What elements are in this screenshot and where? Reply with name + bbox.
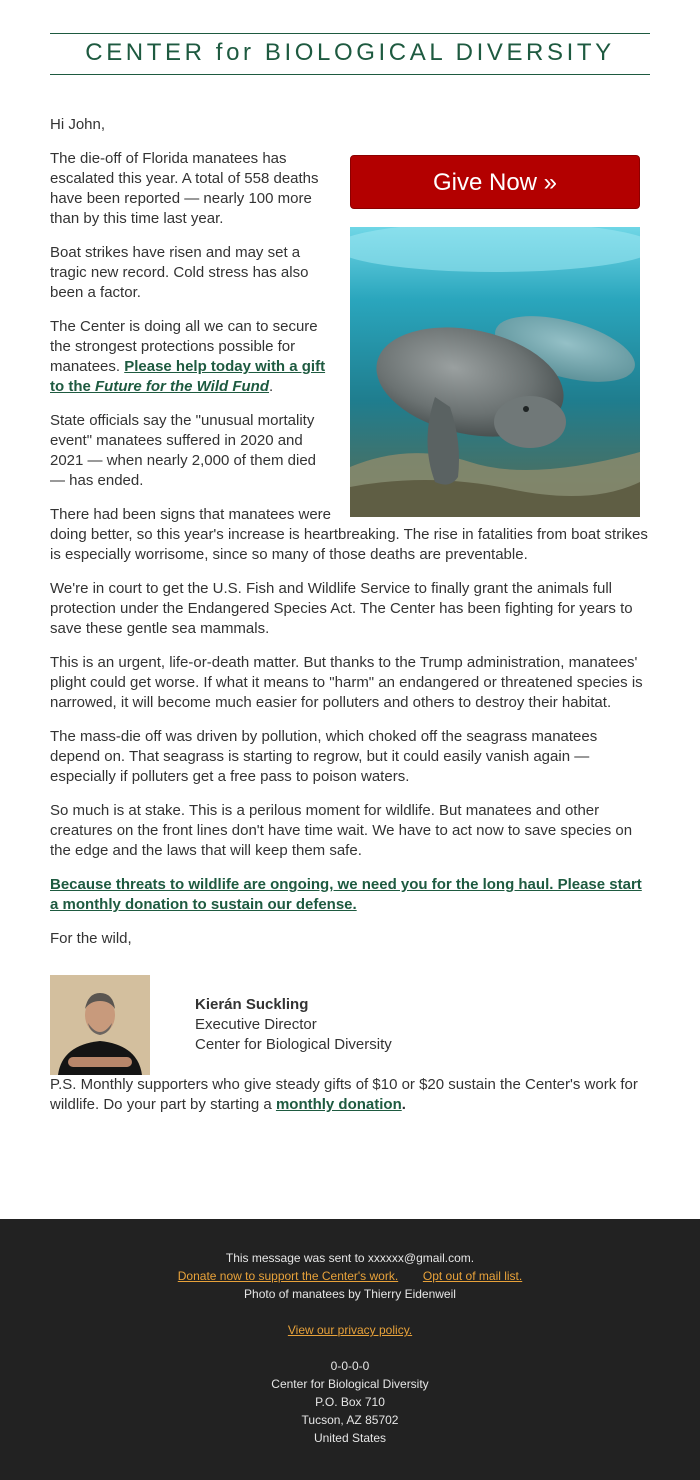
portrait-photo [50, 975, 150, 1075]
signer-org: Center for Biological Diversity [195, 1036, 392, 1053]
sidebar-media [350, 155, 640, 517]
paragraph-3-text: The Center is doing all we can to secure the strongest protections possible for manatees. [50, 318, 318, 375]
paragraph-8: The mass-die off was driven by pollution, which choked off the seagrass manatees depend on. That seagrass is starting to regrow, but it could easily vanish again — especially if polluters get a free pass to poison waters. [50, 728, 598, 785]
address-country: United States [313, 1431, 387, 1445]
postscript-end: . [401, 1096, 406, 1113]
address-org: Center for Biological Diversity [271, 1377, 429, 1391]
monthly-donation-cta-link[interactable]: Because threats to wildlife are ongoing, we need you for the long haul. Please start a monthly donation to sustain our defense. [50, 876, 642, 913]
footer-code: 0-0-0-0 [330, 1359, 370, 1373]
manatee-photo [350, 227, 640, 517]
photo-credit: Photo of manatees by Thierry Eidenweil [244, 1287, 456, 1301]
paragraph-6: We're in court to get the U.S. Fish and Wildlife Service to finally grant the animals full protection under the Endangered Species Act. The Center has been fighting for years to save these gentle sea mammals. [50, 580, 633, 637]
masthead [50, 33, 650, 75]
opt-out-link[interactable]: Opt out of mail list. [422, 1269, 523, 1283]
paragraph-1: The die-off of Florida manatees has escalated this year. A total of 558 deaths have been reported — nearly 100 more than by this time last year. [50, 150, 319, 227]
signature-block [50, 975, 650, 1075]
fund-link-text: Please help today with a gift to the [50, 358, 326, 395]
signer-role: Executive Director [195, 1016, 317, 1033]
paragraph-5: There had been signs that manatees were doing better, so this year's increase is heartbreaking. The rise in fatalities from boat strikes is especially worrisome, since so many of those deaths are preventable. [50, 506, 648, 563]
postscript-text: P.S. Monthly supporters who give steady gifts of $10 or $20 sustain the Center's work for wildlife. Do your part by starting a [50, 1076, 638, 1113]
greeting: Hi John, [50, 116, 106, 133]
paragraph-9: So much is at stake. This is a perilous moment for wildlife. But manatees and other creatures on the front lines don't have time wait. We have to act now to save species on the edge and the laws that will keep them safe. [50, 802, 633, 859]
signer-name: Kierán Suckling [195, 996, 309, 1013]
signature-info [195, 995, 392, 1055]
fund-name: Future for the Wild Fund [95, 378, 270, 395]
paragraph-2: Boat strikes have risen and may set a tragic new record. Cold stress has also been a factor. [50, 244, 309, 301]
paragraph-7: This is an urgent, life-or-death matter. But thanks to the Trump administration, manatees' plight could get worse. If what it means to "harm" an endangered or threatened species is narrowed, it will become much easier for polluters and others to destroy their habitat. [50, 654, 643, 711]
email-body [50, 75, 650, 1115]
brand-title: CENTER for BIOLOGICAL DIVERSITY [85, 39, 615, 66]
footer-links-row [0, 1267, 700, 1285]
signoff: For the wild, [50, 930, 132, 947]
address-po-box: P.O. Box 710 [315, 1395, 385, 1409]
donate-now-link[interactable]: Donate now to support the Center's work. [177, 1269, 399, 1283]
cta-paragraph [50, 875, 650, 915]
paragraph-3-end: . [269, 378, 274, 395]
give-now-button[interactable]: Give Now » [350, 155, 640, 209]
monthly-donation-link[interactable]: monthly donation [275, 1096, 402, 1113]
paragraph-4: State officials say the "unusual mortality event" manatees suffered in 2020 and 2021 — when nearly 2,000 of them died — has ended. [50, 412, 317, 489]
privacy-policy-link[interactable]: View our privacy policy. [287, 1323, 413, 1337]
sent-to-notice: This message was sent to xxxxxx@gmail.com. [225, 1251, 475, 1265]
footer [0, 1219, 700, 1480]
postscript [50, 1075, 650, 1115]
address-city: Tucson, AZ 85702 [301, 1413, 399, 1427]
